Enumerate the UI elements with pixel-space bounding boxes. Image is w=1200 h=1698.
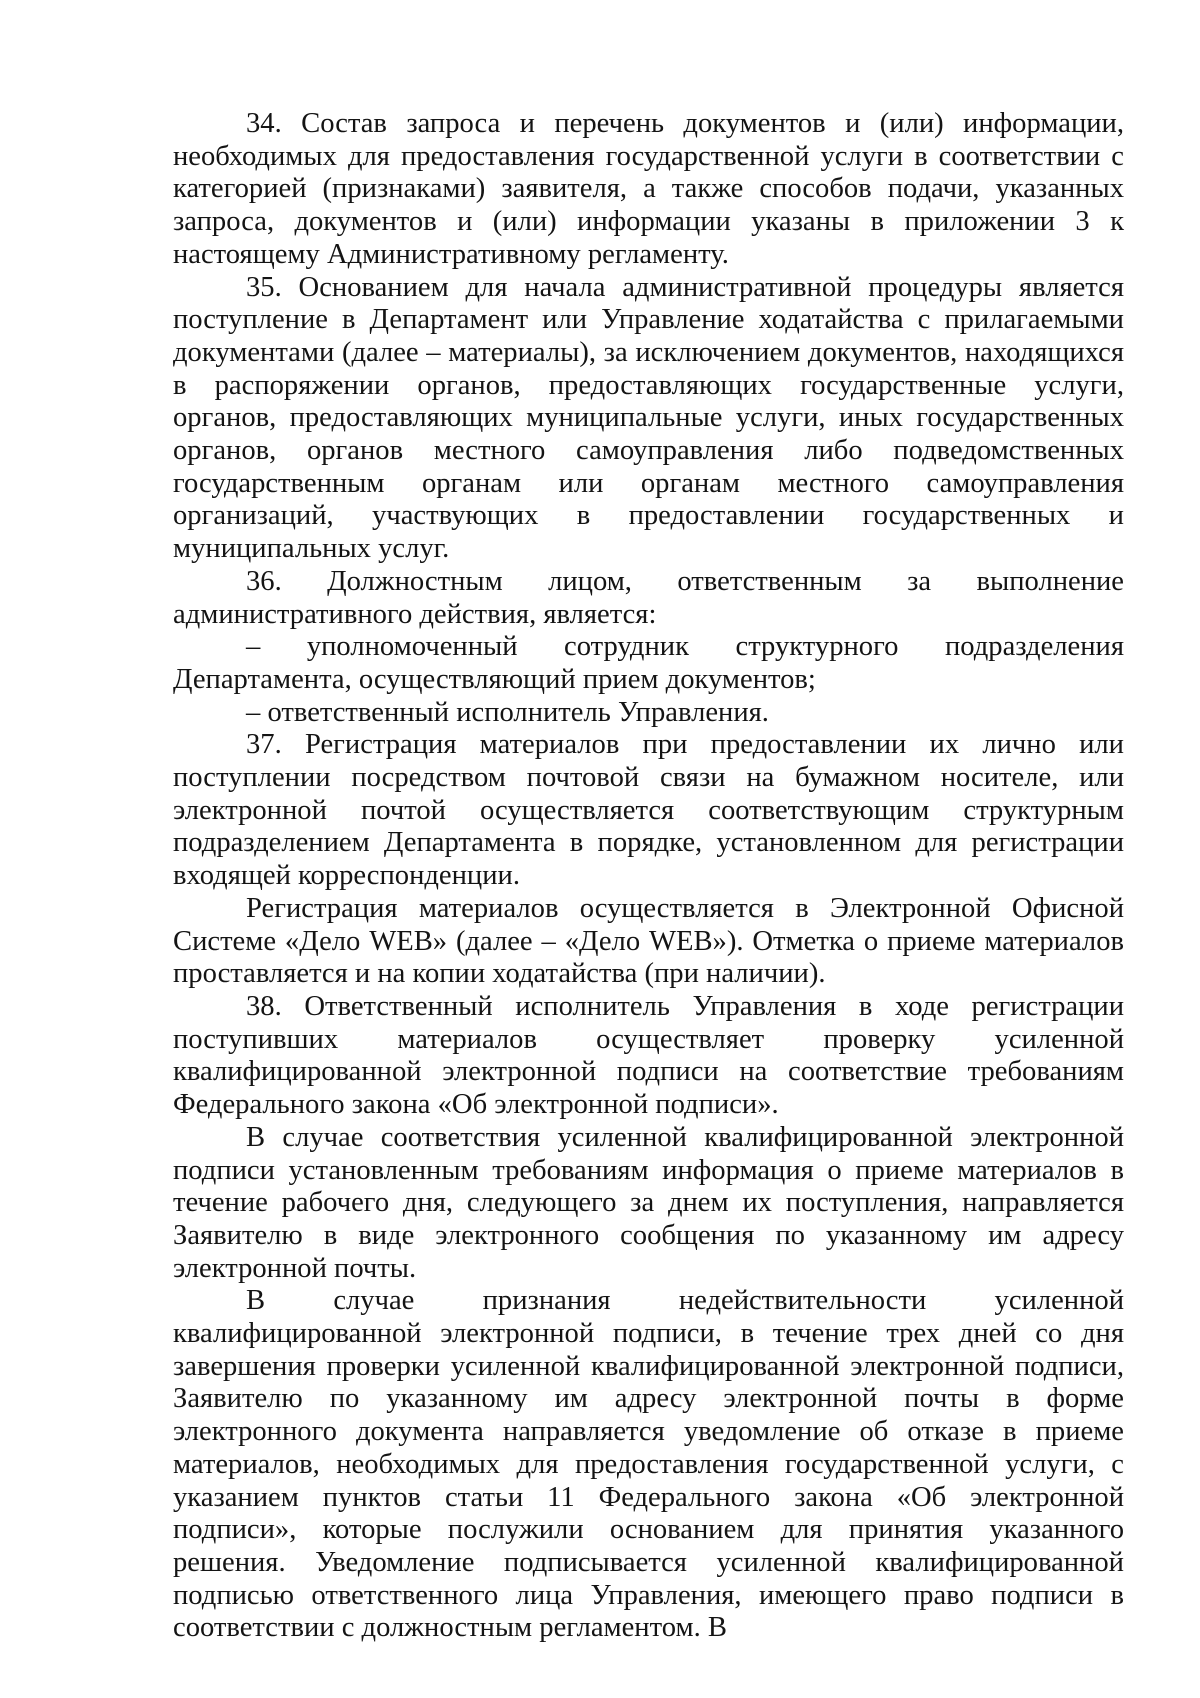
- paragraph-36: 36. Должностным лицом, ответственным за выполнение административного действия, является:: [173, 565, 1124, 630]
- paragraph-signature-invalid: В случае признания недействительности усиленной квалифицированной электронной подписи, в течение трех дней со дня завершения проверки усиленной квалифицированной электронной подписи, Заявителю по указанному им адресу электронной почты в форме электронного документа направляется уведомление об отказе в приеме материалов, необходимых для предоставления государственной услуги, с указанием пунктов статьи 11 Федерального закона «Об электронной подписи», которые послужили основанием для принятия указанного решения. Уведомление подписывается усиленной квалифицированной подписью ответственного лица Управления, имеющего право подписи в соответствии с должностным регламентом. В: [173, 1285, 1124, 1644]
- paragraph-37: 37. Регистрация материалов при предоставлении их лично или поступлении посредством почтовой связи на бумажном носителе, или электронной почтой осуществляется соответствующим структурным подразделением Департамента в порядке, установленном для регистрации входящей корреспонденции.: [173, 729, 1124, 892]
- list-item-authorized-employee: – уполномоченный сотрудник структурного подразделения Департамента, осуществляющий прием документов;: [173, 631, 1124, 695]
- paragraph-registration-delo-web: Регистрация материалов осуществляется в Электронной Офисной Системе «Дело WEB» (далее – «Дело WEB»). Отметка о приеме материалов проставляется и на копии ходатайства (при наличии).: [173, 892, 1124, 990]
- list-item-responsible-executor: – ответственный исполнитель Управления.: [246, 696, 769, 728]
- paragraph-signature-valid: В случае соответствия усиленной квалифицированной электронной подписи установленным требованиям информация о приеме материалов в течение рабочего дня, следующего за днем их поступления, направляется Заявителю в виде электронного сообщения по указанному им адресу электронной почты.: [173, 1121, 1124, 1284]
- document-page: [173, 108, 1124, 1645]
- paragraph-34: 34. Состав запроса и перечень документов и (или) информации, необходимых для предоставления государственной услуги в соответствии с категорией (признаками) заявителя, а также способов подачи, указанных запроса, документов и (или) информации указаны в приложении 3 к настоящему Административному регламенту.: [173, 108, 1124, 270]
- paragraph-38: 38. Ответственный исполнитель Управления в ходе регистрации поступивших материалов осуществляет проверку усиленной квалифицированной электронной подписи на соответствие требованиям Федерального закона «Об электронной подписи».: [173, 990, 1124, 1121]
- paragraph-35: 35. Основанием для начала административной процедуры является поступление в Департамент или Управление ходатайства с прилагаемыми документами (далее – материалы), за исключением документов, находящихся в распоряжении органов, предоставляющих государственные услуги, органов, предоставляющих муниципальные услуги, иных государственных органов, органов местного самоуправления либо подведомственных государственным органам или органам местного самоуправления организаций, участвующих в предоставлении государственных и муниципальных услуг.: [173, 271, 1124, 565]
